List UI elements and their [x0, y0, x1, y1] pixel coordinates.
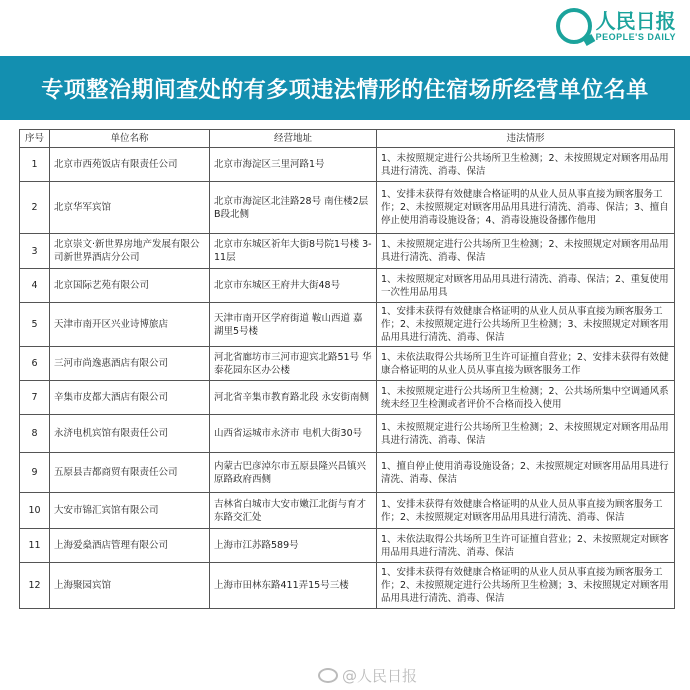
company-name: 北京崇文·新世界房地产发展有限公司新世界酒店分公司 — [50, 234, 210, 269]
business-address: 内蒙古巴彦淖尔市五原县隆兴昌镇兴原路政府西侧 — [210, 453, 377, 493]
business-address: 北京市东城区祈年大街8号院1号楼 3-11层 — [210, 234, 377, 269]
violation-details: 1、未依法取得公共场所卫生许可证擅自营业；2、未按照规定对顾客用品用具进行清洗、消毒、保洁 — [377, 529, 675, 563]
violation-details: 1、安排未获得有效健康合格证明的从业人员从事直接为顾客服务工作；2、未按照规定进行公共场所卫生检测；3、未按照规定对顾客用品用具进行清洗、消毒、保洁 — [377, 303, 675, 347]
violation-details: 1、安排未获得有效健康合格证明的从业人员从事直接为顾客服务工作；2、未按照规定进行公共场所卫生检测；3、未按照规定对顾客用品用具进行清洗、消毒、保洁 — [377, 563, 675, 609]
business-address: 北京市海淀区三里河路1号 — [210, 148, 377, 182]
table-row — [20, 182, 675, 234]
header-no: 序号 — [20, 130, 50, 148]
company-name: 永济电机宾馆有限责任公司 — [50, 415, 210, 453]
table-row — [20, 347, 675, 381]
table-row — [20, 453, 675, 493]
company-name: 上海聚园宾馆 — [50, 563, 210, 609]
violation-details: 1、安排未获得有效健康合格证明的从业人员从事直接为顾客服务工作；2、未按照规定对顾客用品用具进行清洗、消毒、保洁；3、擅自停止使用消毒设施设备；4、消毒设施设备挪作他用 — [377, 182, 675, 234]
violation-table — [19, 129, 675, 609]
violation-details: 1、未按照规定进行公共场所卫生检测；2、未按照规定对顾客用品用具进行清洗、消毒、保洁 — [377, 234, 675, 269]
company-name: 北京国际艺苑有限公司 — [50, 269, 210, 303]
business-address: 山西省运城市永济市 电机大街30号 — [210, 415, 377, 453]
business-address: 河北省辛集市教育路北段 永安街南侧 — [210, 381, 377, 415]
violation-details: 1、未按照规定对顾客用品用具进行清洗、消毒、保洁；2、重复使用一次性用品用具 — [377, 269, 675, 303]
violation-details: 1、未按照规定进行公共场所卫生检测；2、公共场所集中空调通风系统未经卫生检测或者评价不合格而投入使用 — [377, 381, 675, 415]
business-address: 上海市江苏路589号 — [210, 529, 377, 563]
table-row — [20, 269, 675, 303]
row-number: 6 — [20, 347, 50, 381]
row-number: 4 — [20, 269, 50, 303]
table-row — [20, 381, 675, 415]
row-number: 10 — [20, 493, 50, 529]
header-address: 经营地址 — [210, 130, 377, 148]
page-title: 专项整治期间查处的有多项违法情形的住宿场所经营单位名单 — [41, 77, 649, 103]
watermark — [318, 665, 417, 686]
company-name: 上海爱燊酒店管理有限公司 — [50, 529, 210, 563]
company-name: 北京华军宾馆 — [50, 182, 210, 234]
business-address: 河北省廊坊市三河市迎宾北路51号 华泰花园东区办公楼 — [210, 347, 377, 381]
row-number: 5 — [20, 303, 50, 347]
row-number: 1 — [20, 148, 50, 182]
row-number: 2 — [20, 182, 50, 234]
business-address: 天津市南开区学府街道 鞍山西道 嘉湖里5号楼 — [210, 303, 377, 347]
row-number: 3 — [20, 234, 50, 269]
table-row — [20, 303, 675, 347]
table-body — [20, 148, 675, 609]
header-violation: 违法情形 — [377, 130, 675, 148]
violation-details: 1、擅自停止使用消毒设施设备；2、未按照规定对顾客用品用具进行清洗、消毒、保洁 — [377, 453, 675, 493]
row-number: 7 — [20, 381, 50, 415]
weibo-at-icon — [556, 8, 592, 44]
row-number: 9 — [20, 453, 50, 493]
table-row — [20, 415, 675, 453]
table-row — [20, 148, 675, 182]
company-name: 辛集市皮都大酒店有限公司 — [50, 381, 210, 415]
company-name: 天津市南开区兴业诗博旅店 — [50, 303, 210, 347]
table-row — [20, 529, 675, 563]
weibo-icon — [318, 668, 338, 683]
logo-cn: 人民日报 — [595, 8, 676, 33]
violation-details: 1、安排未获得有效健康合格证明的从业人员从事直接为顾客服务工作；2、未按照规定对顾客用品用具进行清洗、消毒、保洁 — [377, 493, 675, 529]
company-name: 大安市锦汇宾馆有限公司 — [50, 493, 210, 529]
violation-details: 1、未按照规定进行公共场所卫生检测；2、未按照规定对顾客用品用具进行清洗、消毒、保洁 — [377, 148, 675, 182]
business-address: 北京市东城区王府井大街48号 — [210, 269, 377, 303]
watermark-text: @人民日报 — [342, 667, 418, 685]
row-number: 11 — [20, 529, 50, 563]
table-header-row — [20, 130, 675, 148]
header-name: 单位名称 — [50, 130, 210, 148]
table-row — [20, 563, 675, 609]
company-name: 北京市西苑饭店有限责任公司 — [50, 148, 210, 182]
logo-text — [595, 8, 676, 42]
table-row — [20, 234, 675, 269]
violation-details: 1、未依法取得公共场所卫生许可证擅自营业；2、安排未获得有效健康合格证明的从业人员从事直接为顾客服务工作 — [377, 347, 675, 381]
violation-details: 1、未按照规定进行公共场所卫生检测；2、未按照规定对顾客用品用具进行清洗、消毒、保洁 — [377, 415, 675, 453]
title-banner — [0, 56, 690, 120]
logo-en: PEOPLE'S DAILY — [595, 31, 676, 42]
company-name: 三河市尚逸惠酒店有限公司 — [50, 347, 210, 381]
table-row — [20, 493, 675, 529]
row-number: 12 — [20, 563, 50, 609]
peoples-daily-logo — [556, 8, 676, 44]
business-address: 北京市海淀区北洼路28号 南住楼2层 B段北侧 — [210, 182, 377, 234]
business-address: 上海市田林东路411弄15号三楼 — [210, 563, 377, 609]
business-address: 吉林省白城市大安市嫩江北街与育才东路交汇处 — [210, 493, 377, 529]
company-name: 五原县吉都商贸有限责任公司 — [50, 453, 210, 493]
row-number: 8 — [20, 415, 50, 453]
